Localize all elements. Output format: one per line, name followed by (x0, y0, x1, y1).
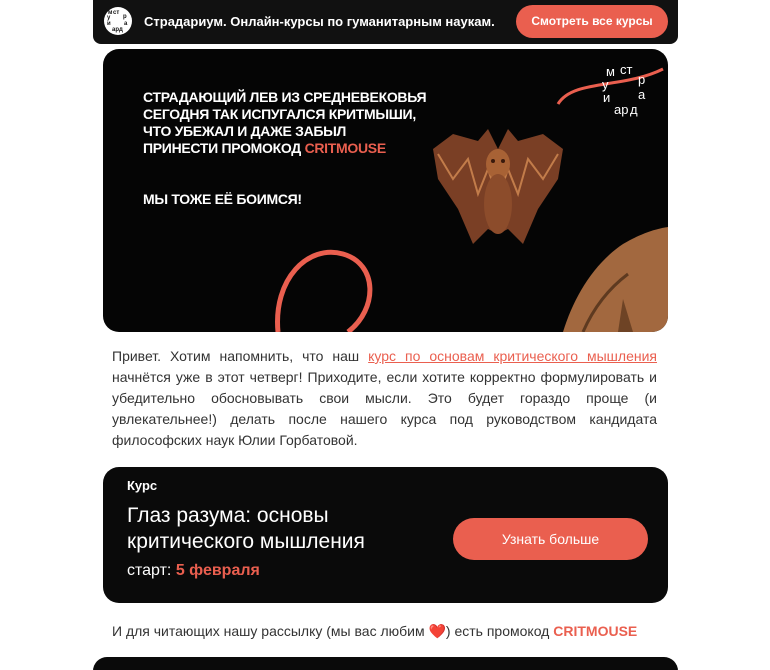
course-link[interactable]: курс по основам критического мышления (368, 348, 657, 364)
svg-text:р: р (123, 14, 127, 20)
heart-icon: ❤️ (428, 623, 446, 639)
banner-headline-line: СЕГОДНЯ ТАК ИСПУГАЛСЯ КРИТМЫШИ, (143, 106, 416, 122)
course-start-prefix: старт: (127, 562, 176, 579)
banner-headline-line (143, 140, 426, 157)
svg-text:м: м (606, 64, 615, 79)
svg-text:м: м (108, 10, 113, 16)
svg-text:и: и (603, 90, 611, 105)
header-bar (93, 0, 678, 44)
svg-text:ар: ар (614, 102, 629, 117)
course-card (103, 467, 668, 603)
svg-text:д: д (630, 102, 638, 117)
view-all-courses-button[interactable]: Смотреть все курсы (516, 5, 668, 38)
svg-text:ар: ар (112, 27, 120, 33)
svg-text:у: у (107, 15, 111, 21)
intro-text: начнётся уже в этот четверг! Приходите, если хотите корректно формулировать и убедительно обосновывать свои мысли. Это будет гораздо проще (и увлекательнее!) делать после нашего курса под руководством кандидата философских наук Юлии Горбатовой. (112, 369, 657, 448)
svg-text:р: р (638, 72, 646, 87)
banner-headline (143, 89, 426, 157)
promo-code: CRITMOUSE (553, 623, 638, 639)
stradarium-logo-icon[interactable] (103, 6, 133, 36)
svg-text:д: д (119, 27, 123, 33)
svg-text:и: и (107, 21, 111, 27)
course-start (127, 562, 260, 580)
svg-text:а: а (638, 87, 646, 102)
course-label: Курс (127, 478, 158, 493)
svg-text:у: у (602, 77, 609, 92)
svg-text:ст: ст (620, 62, 633, 77)
promo-line (112, 623, 637, 640)
course-start-date: 5 февраля (175, 562, 260, 579)
banner-tagline: МЫ ТОЖЕ ЕЁ БОИМСЯ! (143, 191, 302, 207)
intro-paragraph (112, 346, 657, 451)
banner-promo-code: CRITMOUSE (304, 140, 386, 156)
banner-headline-line: ЧТО УБЕЖАЛ И ДАЖЕ ЗАБЫЛ (143, 123, 347, 139)
promo-banner[interactable] (103, 49, 668, 332)
intro-text: Привет. Хотим напомнить, что наш (112, 348, 369, 364)
learn-more-button[interactable]: Узнать больше (453, 518, 648, 560)
svg-text:а: а (124, 21, 128, 27)
banner-headline-text: ПРИНЕСТИ ПРОМОКОД (143, 140, 301, 156)
svg-text:ст: ст (113, 10, 120, 16)
banner-headline-line: СТРАДАЮЩИЙ ЛЕВ ИЗ СРЕДНЕВЕКОВЬЯ (143, 89, 427, 105)
stradarium-brand-logo-icon (600, 62, 652, 118)
next-section-card (93, 657, 678, 670)
promo-text: И для читающих нашу рассылку (мы вас любим (112, 623, 429, 639)
promo-text: ) есть промокод (445, 623, 554, 639)
header-title: Страдариум. Онлайн-курсы по гуманитарным наукам. (144, 14, 495, 29)
course-name: Глаз разума: основы критического мышления (127, 504, 365, 553)
